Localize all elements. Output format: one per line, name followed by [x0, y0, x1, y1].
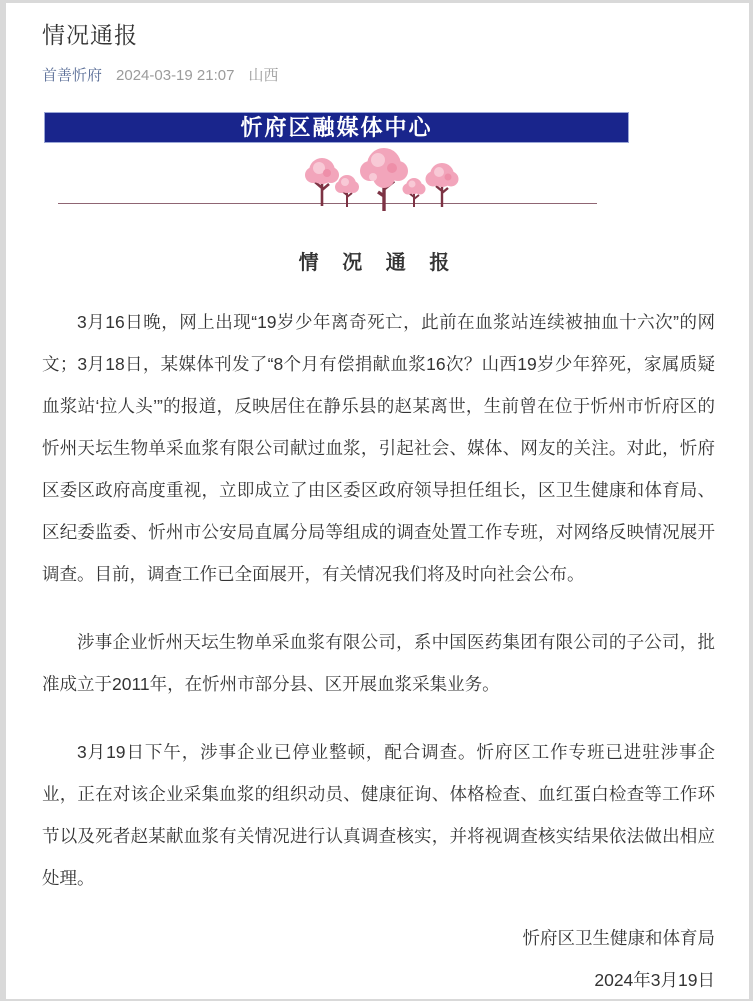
notice-heading: 情 况 通 报	[298, 252, 459, 274]
article-paragraph: 涉事企业忻州天坛生物单采血浆有限公司，系中国医药集团有限公司的子公司，批准成立于2011年，在忻州市部分县、区开展血浆采集业务。	[42, 632, 715, 694]
media-center-banner: 忻府区融媒体中心	[44, 112, 629, 143]
page-title: 情况通报	[42, 22, 138, 48]
article-body	[42, 301, 715, 899]
publish-timestamp: 2024-03-19 21:07	[116, 67, 235, 84]
signature-block	[42, 917, 715, 1001]
article-paragraph: 3月19日下午，涉事企业已停业整顿，配合调查。忻府区工作专班已进驻涉事企业，正在对该企业采集血浆的组织动员、健康征询、体格检查、血红蛋白检查等工作环节以及死者赵某献血浆有关情况进行认真调查核实，并将视调查核实结果依法做出相应处理。	[42, 742, 715, 888]
signature-date: 2024年3月19日	[594, 970, 715, 990]
article-paragraph: 3月16日晚，网上出现“19岁少年离奇死亡，此前在血浆站连续被抽血十六次”的网文；3月18日，某媒体刊发了“8个月有偿捐献血浆16次？山西19岁少年猝死，家属质疑血浆站‘拉人头’”的报道，反映居住在静乐县的赵某离世，生前曾在位于忻州市忻府区的忻州天坛生物单采血浆有限公司献过血浆，引起社会、媒体、网友的关注。对此，忻府区委区政府高度重视，立即成立了由区委区政府领导担任组长，区卫生健康和体育局、区纪委监委、忻州市公安局直属分局等组成的调查处置工作专班，对网络反映情况展开调查。目前，调查工作已全面展开，有关情况我们将及时向社会公布。	[42, 312, 715, 584]
source-account-link[interactable]: 首善忻府	[42, 67, 103, 84]
cherry-trees-icon	[294, 144, 474, 214]
article-page	[6, 3, 749, 999]
header-illustration	[42, 148, 715, 218]
signature-name: 忻府区卫生健康和体育局	[522, 928, 715, 948]
article-meta	[42, 65, 715, 86]
publish-location: 山西	[248, 67, 279, 84]
